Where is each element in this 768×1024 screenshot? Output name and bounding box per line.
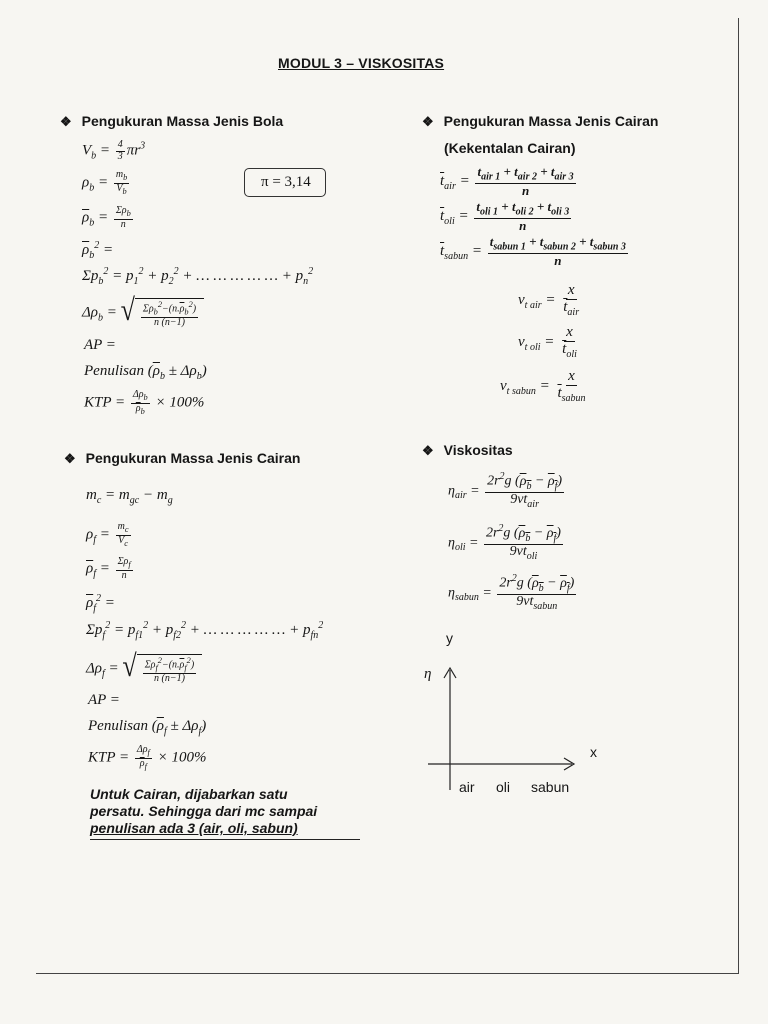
section-heading-kekentalan xyxy=(422,113,658,130)
pi-value-box: π = 3,14 xyxy=(244,168,326,197)
formula-velocity-air: $v_{t air}$ = $\frac{x}{\overline{t}_{air}}$ xyxy=(518,282,580,318)
page-title: MODUL 3 – VISKOSITAS xyxy=(278,55,445,71)
section-heading-massa-jenis-cairan xyxy=(64,450,300,467)
formula-mean-density-cairan: $\overline{\rho}_f$ = $\frac{\Sigma\rho_f}{n}$ xyxy=(86,556,131,581)
note-line-1: Untuk Cairan, dijabarkan satu xyxy=(90,786,288,802)
note-underline xyxy=(90,839,360,840)
diamond-bullet-icon: ❖ xyxy=(422,443,434,458)
formula-delta-density-bola: $\Delta\rho_b$ = √ $\frac{\Sigma\rho_b^2-(n.\overline{\rho}_b^2)}{n (n-1)}$ xyxy=(82,298,204,329)
graph-y-label: y xyxy=(446,630,453,646)
formula-penulisan-cairan: Penulisan $(\overline{\rho}_f \pm \Delta\rho_f)$ xyxy=(88,718,207,737)
graph-category-sabun: sabun xyxy=(531,779,570,795)
formula-penulisan-bola: Penulisan $(\overline{\rho}_b \pm \Delta\rho_b)$ xyxy=(84,363,207,382)
formula-mean-time-air: $\overline{t}_{air}$ = $\frac{t_{air 1} + t_{air 2} + t_{air 3}}{n}$ xyxy=(440,164,574,199)
formula-massa-cairan: $m_c = m_{gc} - m_g$ xyxy=(86,487,173,506)
diamond-bullet-icon: ❖ xyxy=(60,114,72,129)
formula-ap-cairan: AP = xyxy=(88,692,120,708)
formula-mean-time-oli: $\overline{t}_{oli}$ = $\frac{t_{oli 1} + t_{oli 2} + t_{oli 3}}{n}$ xyxy=(440,199,570,234)
formula-ap-bola: AP = xyxy=(84,337,116,353)
formula-density-cairan: $\rho_f$ = $\frac{m_c}{V_c}$ xyxy=(86,521,129,548)
section-heading-massa-jenis-bola xyxy=(60,113,283,130)
formula-mean-density-cairan-squared: $\overline{\rho}_f^2$ = xyxy=(86,593,115,614)
section-heading-viskositas xyxy=(422,442,513,459)
note-line-3: penulisan ada 3 (air, oli, sabun) xyxy=(90,820,298,836)
formula-velocity-oli: $v_{t oli}$ = $\frac{x}{\overline{t}_{oli}}$ xyxy=(518,324,577,360)
formula-sum-squares-cairan: $\Sigma p_f^2 = p_{f1}^2 + p_{f2}^2$ + … … … … … + $p_{fn}^2$ xyxy=(86,620,324,641)
formula-density-bola: $\rho_b$ = $\frac{m_b}{V_b}$ xyxy=(82,169,128,196)
heading-text: Pengukuran Massa Jenis Cairan xyxy=(85,450,301,466)
section-subheading-kekentalan: (Kekentalan Cairan) xyxy=(444,140,576,156)
heading-text: Pengukuran Massa Jenis Bola xyxy=(81,113,284,129)
formula-ktp-cairan: KTP = $\frac{\Delta\rho_f}{\overline{\rho}_f}$ × 100% xyxy=(88,744,207,771)
heading-text: Viskositas xyxy=(443,442,513,458)
formula-delta-density-cairan: $\Delta\rho_f$ = √ $\frac{\Sigma\rho_f^2-(n.\overline{\rho}_f^2)}{n (n-1)}$ xyxy=(86,654,202,685)
formula-viscosity-oli: $\eta_{oli}$ = $\frac{2r^2g (\rho_b - \rho_f)}{9vt_{oli}}$ xyxy=(448,523,561,562)
formula-ktp-bola: KTP = $\frac{\Delta\rho_b}{\overline{\rho}_b}$ × 100% xyxy=(84,389,205,416)
graph-category-air: air xyxy=(459,779,475,795)
note-line-2: persatu. Sehingga dari mc sampai xyxy=(90,803,318,819)
formula-velocity-sabun: $v_{t sabun}$ = $\frac{x}{\overline{t}_{sabun}}$ xyxy=(500,368,586,404)
graph-category-oli: oli xyxy=(496,779,511,795)
graph-eta-label: η xyxy=(424,666,432,682)
formula-mean-density-bola: $\overline{\rho}_b$ = $\frac{\Sigma\rho_b}{n}$ xyxy=(82,205,131,230)
formula-viscosity-sabun: $\eta_{sabun}$ = $\frac{2r^2g (\rho_b - \rho_f)}{9vt_{sabun}}$ xyxy=(448,573,575,612)
formula-mean-time-sabun: $\overline{t}_{sabun}$ = $\frac{t_{sabun 1} + t_{sabun 2} + t_{sabun 3}}{n}$ xyxy=(440,234,626,269)
formula-volume-bola: $V_b$ = $\frac{4}{3}$ $\pi r^3$ xyxy=(82,139,146,162)
note-block xyxy=(90,786,317,837)
diamond-bullet-icon: ❖ xyxy=(64,451,76,466)
heading-text: Pengukuran Massa Jenis Cairan xyxy=(443,113,659,129)
formula-viscosity-air: $\eta_{air}$ = $\frac{2r^2g (\rho_b - \rho_f)}{9vt_{air}}$ xyxy=(448,471,563,510)
diamond-bullet-icon: ❖ xyxy=(422,114,434,129)
graph-x-label: x xyxy=(590,744,597,760)
formula-sum-squares-bola: $\Sigma p_b^2 = p_1^2 + p_2^2$ + … … … … … + $p_n^2$ xyxy=(82,266,314,287)
formula-mean-density-squared: $\overline{\rho}_b^2$ = xyxy=(82,240,114,261)
graph-axes xyxy=(420,660,590,790)
